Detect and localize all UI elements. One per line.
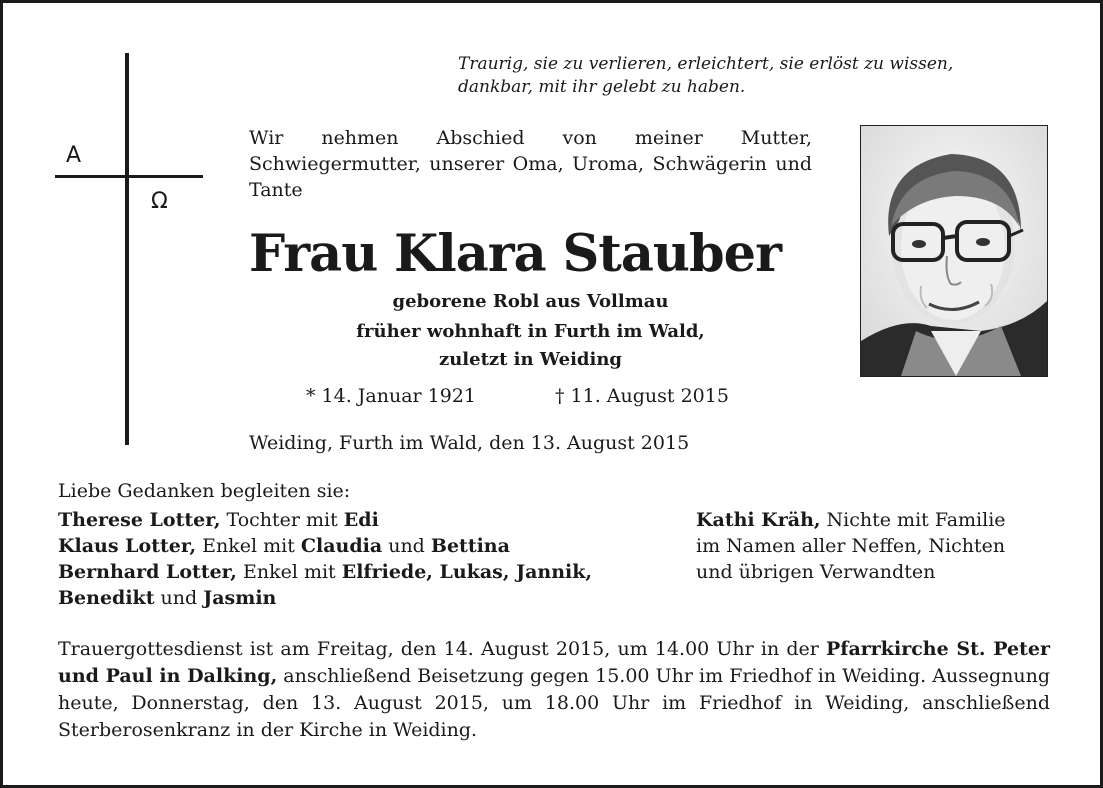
funeral-text-1: Trauergottesdienst ist am Freitag, den 14. August 2015, um 14.00 Uhr in der	[58, 638, 827, 660]
omega-symbol: Ω	[151, 189, 168, 214]
mourners-list	[58, 507, 658, 611]
deceased-name: Frau Klara Stauber	[249, 224, 781, 284]
mourner-companion: Elfriede, Lukas, Jannik,	[341, 561, 593, 583]
intro-text: Wir nehmen Abschied von meiner Mutter, Schwiegermutter, unserer Oma, Uroma, Schwägerin und Tante	[249, 127, 812, 201]
mourner-entry	[58, 507, 658, 533]
last-residence-line: zuletzt in Weiding	[438, 349, 623, 370]
relatives-line-2: im Namen aller Neffen, Nichten	[696, 535, 1006, 557]
cross-vertical-beam	[125, 53, 129, 445]
mourners-heading: Liebe Gedanken begleiten sie:	[58, 480, 351, 502]
relative-name: Kathi Kräh,	[696, 509, 821, 531]
relatives-block	[696, 507, 1006, 585]
mourner-companion: Edi	[343, 509, 379, 531]
relative-relation: Nichte mit Familie	[820, 509, 1006, 531]
relative-entry	[696, 507, 1006, 533]
cross-horizontal-beam	[55, 175, 203, 178]
funeral-details	[58, 636, 1050, 744]
mourner-companion: Jasmin	[203, 587, 277, 609]
funeral-text-2: anschließend Beisetzung gegen 15.00 Uhr im Friedhof in Weiding. Aussegnung heute, Donnerstag, den 13. August 2015, um 18.00 Uhr im Friedhof in Weiding, anschließend Sterberosenkranz in der Kirche in Weiding.	[58, 665, 1050, 741]
mourner-name: Therese Lotter,	[58, 509, 221, 531]
mourner-name: Bernhard Lotter,	[58, 561, 237, 583]
mourner-relation: Tochter mit	[220, 509, 344, 531]
motto-line-1: Traurig, sie zu verlieren, erleichtert, sie erlöst zu wissen,	[458, 54, 954, 74]
mourner-companion: Benedikt	[58, 587, 155, 609]
portrait-photo	[860, 125, 1048, 377]
birth-date: * 14. Januar 1921	[306, 385, 477, 407]
mourner-relation: Enkel mit	[236, 561, 342, 583]
portrait-image	[861, 126, 1047, 376]
mourner-name: Klaus Lotter,	[58, 535, 197, 557]
mourner-relation: Enkel mit	[196, 535, 301, 557]
motto-line-2: dankbar, mit ihr gelebt zu haben.	[458, 77, 746, 97]
conjunction: und	[154, 587, 204, 609]
place-and-date: Weiding, Furth im Wald, den 13. August 2015	[249, 432, 690, 454]
death-date: † 11. August 2015	[555, 385, 729, 407]
mourner-entry	[58, 559, 658, 585]
former-residence-line: früher wohnhaft in Furth im Wald,	[356, 321, 705, 342]
church-name: Pfarrkirche St. Peter und Paul in Dalking,	[58, 638, 1050, 687]
conjunction: und	[382, 535, 431, 557]
mourner-entry	[58, 533, 658, 559]
motto-quote	[458, 53, 1050, 99]
mourner-companion: Bettina	[430, 535, 510, 557]
mourner-entry-continued	[58, 585, 658, 611]
alpha-symbol: A	[66, 143, 82, 168]
relatives-line-3: und übrigen Verwandten	[696, 561, 936, 583]
mourner-companion: Claudia	[300, 535, 383, 557]
maiden-name-line: geborene Robl aus Vollmau	[392, 291, 669, 312]
